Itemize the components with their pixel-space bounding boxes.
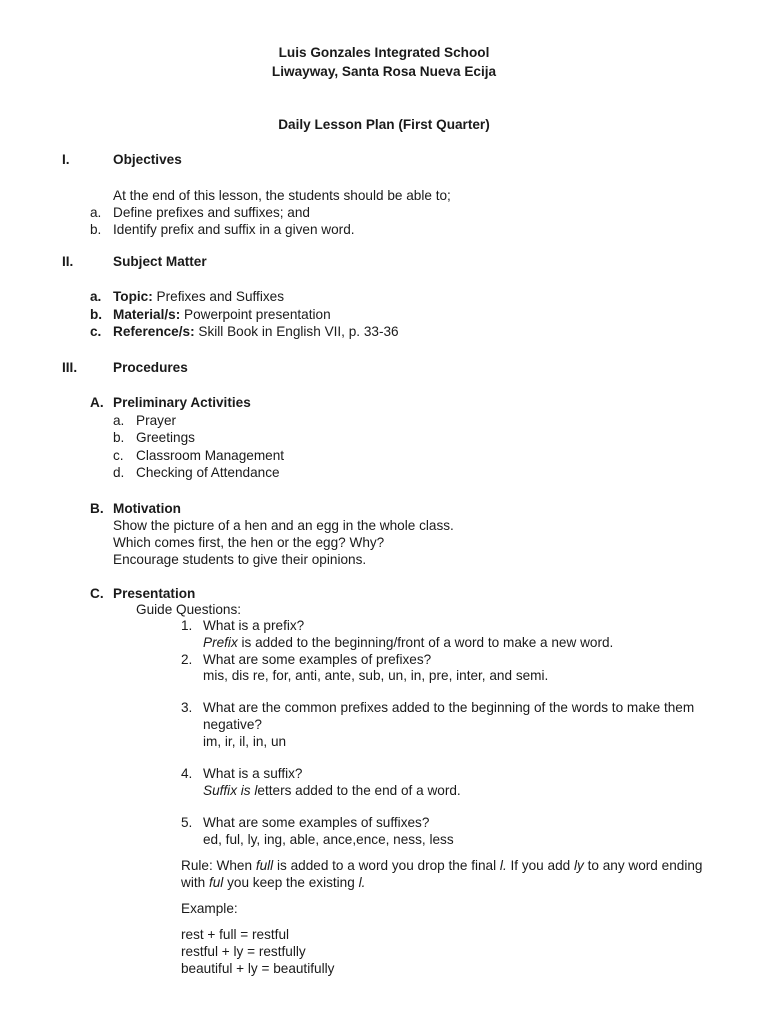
answer-term: Prefix xyxy=(203,635,238,650)
activity-marker: b. xyxy=(113,430,125,445)
answer-text xyxy=(203,782,461,799)
activity-item: Checking of Attendance xyxy=(136,465,280,480)
question-text: What are some examples of suffixes? xyxy=(203,815,430,830)
subsection-marker: A. xyxy=(90,395,104,410)
rule-line-2 xyxy=(181,874,365,891)
rule-text: you keep the existing xyxy=(223,875,359,890)
motivation-line: Encourage students to give their opinions. xyxy=(113,552,367,567)
activity-item: Greetings xyxy=(136,430,195,445)
activity-item: Classroom Management xyxy=(136,448,285,463)
subject-item-material xyxy=(113,306,331,323)
subject-marker: b. xyxy=(90,307,103,322)
subject-value: Powerpoint presentation xyxy=(180,307,331,322)
plan-title: Daily Lesson Plan (First Quarter) xyxy=(278,117,490,132)
answer-text: ed, ful, ly, ing, able, ance,ence, ness, less xyxy=(203,832,454,847)
rule-text: with xyxy=(181,875,209,890)
section-heading-objectives: Objectives xyxy=(113,152,182,167)
rule-line-1 xyxy=(181,857,702,874)
answer-text: im, ir, il, in, un xyxy=(203,734,287,749)
rule-emphasis: ful xyxy=(208,875,224,890)
question-text: What are the common prefixes added to the beginning of the words to make them xyxy=(203,700,695,715)
subject-value: Skill Book in English VII, p. 33-36 xyxy=(194,324,399,339)
question-number: 1. xyxy=(181,618,193,633)
example-line: restful + ly = restfully xyxy=(181,944,306,959)
school-name: Luis Gonzales Integrated School xyxy=(278,45,490,60)
section-numeral-subject-matter: II. xyxy=(62,254,74,269)
objective-marker: b. xyxy=(90,222,102,237)
answer-rest: is added to the beginning/front of a word to make a new word. xyxy=(237,635,614,650)
answer-term: Suffix is l xyxy=(203,783,258,798)
question-text: What is a suffix? xyxy=(203,766,303,781)
school-address: Liwayway, Santa Rosa Nueva Ecija xyxy=(271,64,497,79)
subject-label: Topic: xyxy=(113,289,153,304)
rule-text: If you add xyxy=(506,858,574,873)
activity-marker: a. xyxy=(113,413,125,428)
example-label: Example: xyxy=(181,901,238,916)
subject-value: Prefixes and Suffixes xyxy=(152,289,284,304)
subject-item-topic xyxy=(113,288,284,305)
question-number: 5. xyxy=(181,815,193,830)
rule-text: Rule: When xyxy=(181,858,256,873)
question-text: What is a prefix? xyxy=(203,618,305,633)
subject-marker: c. xyxy=(90,324,102,339)
question-number: 4. xyxy=(181,766,193,781)
activity-marker: d. xyxy=(113,465,125,480)
rule-emphasis: ly xyxy=(573,858,584,873)
answer-rest: etters added to the end of a word. xyxy=(257,783,461,798)
question-number: 2. xyxy=(181,652,193,667)
section-heading-procedures: Procedures xyxy=(113,360,188,375)
motivation-line: Which comes first, the hen or the egg? Why? xyxy=(113,535,385,550)
rule-emphasis: l. xyxy=(499,858,507,873)
rule-text: to any word ending xyxy=(583,858,703,873)
rule-emphasis: full xyxy=(255,858,274,873)
answer-text: mis, dis re, for, anti, ante, sub, un, in, pre, inter, and semi. xyxy=(203,668,549,683)
motivation-line: Show the picture of a hen and an egg in the whole class. xyxy=(113,518,454,533)
subsection-marker: B. xyxy=(90,501,104,516)
subject-label: Reference/s: xyxy=(113,324,195,339)
section-numeral-objectives: I. xyxy=(62,152,70,167)
example-line: beautiful + ly = beautifully xyxy=(181,961,335,976)
objectives-intro: At the end of this lesson, the students should be able to; xyxy=(113,188,451,203)
guide-questions-label: Guide Questions: xyxy=(136,602,242,617)
subsection-heading-motivation: Motivation xyxy=(113,501,181,516)
question-text-cont: negative? xyxy=(203,717,262,732)
activity-item: Prayer xyxy=(136,413,177,428)
answer-text xyxy=(203,634,613,651)
subject-item-reference xyxy=(113,323,399,340)
activity-marker: c. xyxy=(113,448,124,463)
section-numeral-procedures: III. xyxy=(62,360,78,375)
subject-label: Material/s: xyxy=(113,307,181,322)
objective-item: Identify prefix and suffix in a given word. xyxy=(113,222,355,237)
objective-item: Define prefixes and suffixes; and xyxy=(113,205,310,220)
objective-marker: a. xyxy=(90,205,102,220)
rule-text: is added to a word you drop the final xyxy=(273,858,500,873)
example-line: rest + full = restful xyxy=(181,927,290,942)
subsection-marker: C. xyxy=(90,586,104,601)
subsection-heading-presentation: Presentation xyxy=(113,586,196,601)
rule-emphasis: l. xyxy=(358,875,366,890)
subsection-heading-preliminary: Preliminary Activities xyxy=(113,395,251,410)
question-text: What are some examples of prefixes? xyxy=(203,652,432,667)
question-number: 3. xyxy=(181,700,193,715)
subject-marker: a. xyxy=(90,289,102,304)
section-heading-subject-matter: Subject Matter xyxy=(113,254,207,269)
